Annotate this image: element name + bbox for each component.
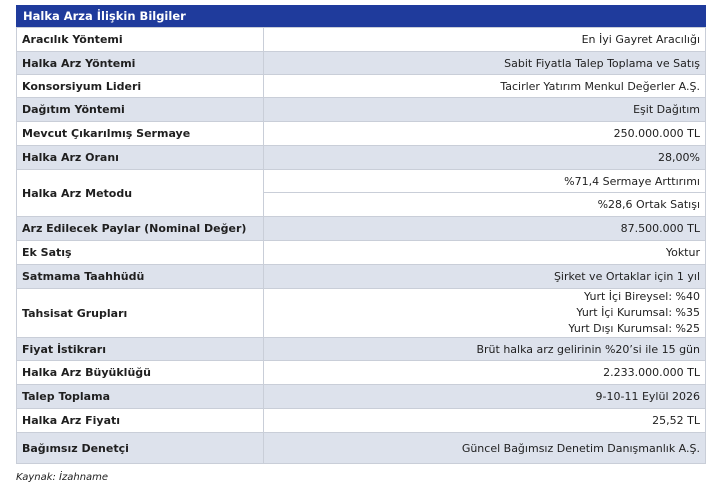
row-label: Halka Arz Büyüklüğü xyxy=(17,361,264,385)
row-value: 87.500.000 TL xyxy=(264,217,706,241)
row-label: Halka Arz Fiyatı xyxy=(17,409,264,433)
row-value: Eşit Dağıtım xyxy=(264,98,706,122)
row-value: Tacirler Yatırım Menkul Değerler A.Ş. xyxy=(264,75,706,98)
row-value-line: Yurt İçi Bireysel: %40 xyxy=(584,290,700,303)
row-label: Halka Arz Metodu xyxy=(17,170,264,217)
row-value: Yoktur xyxy=(264,241,706,265)
table-row xyxy=(17,385,706,409)
ipo-info-table xyxy=(16,27,706,464)
row-label: Aracılık Yöntemi xyxy=(17,28,264,52)
row-label: Konsorsiyum Lideri xyxy=(17,75,264,98)
row-value: Sabit Fiyatla Talep Toplama ve Satış xyxy=(264,52,706,75)
row-value-line: Yurt İçi Kurumsal: %35 xyxy=(576,306,700,319)
row-value: 9-10-11 Eylül 2026 xyxy=(264,385,706,409)
table-row xyxy=(17,98,706,122)
table-row xyxy=(17,52,706,75)
row-value: En İyi Gayret Aracılığı xyxy=(264,28,706,52)
row-label: Ek Satış xyxy=(17,241,264,265)
row-label: Dağıtım Yöntemi xyxy=(17,98,264,122)
table-row xyxy=(17,28,706,52)
row-value: Brüt halka arz gelirinin %20’si ile 15 gün xyxy=(264,338,706,361)
table-row xyxy=(17,289,706,338)
table-row xyxy=(17,122,706,146)
row-value-multiline xyxy=(264,289,706,338)
row-value: 25,52 TL xyxy=(264,409,706,433)
row-label: Talep Toplama xyxy=(17,385,264,409)
source-note: Kaynak: İzahname xyxy=(16,472,109,483)
row-label: Bağımsız Denetçi xyxy=(17,433,264,464)
table-row xyxy=(17,75,706,98)
table-row xyxy=(17,170,706,193)
row-label: Tahsisat Grupları xyxy=(17,289,264,338)
row-value: Güncel Bağımsız Denetim Danışmanlık A.Ş. xyxy=(264,433,706,464)
row-label: Halka Arz Oranı xyxy=(17,146,264,170)
row-label: Mevcut Çıkarılmış Sermaye xyxy=(17,122,264,146)
row-value: 2.233.000.000 TL xyxy=(264,361,706,385)
table-row xyxy=(17,409,706,433)
row-value: Şirket ve Ortaklar için 1 yıl xyxy=(264,265,706,289)
row-value: 28,00% xyxy=(264,146,706,170)
row-value: %28,6 Ortak Satışı xyxy=(264,193,706,217)
row-label: Fiyat İstikrarı xyxy=(17,338,264,361)
table-row xyxy=(17,433,706,464)
row-label: Halka Arz Yöntemi xyxy=(17,52,264,75)
table-row xyxy=(17,265,706,289)
table-row xyxy=(17,217,706,241)
table-row xyxy=(17,361,706,385)
table-row xyxy=(17,241,706,265)
row-value: %71,4 Sermaye Arttırımı xyxy=(264,170,706,193)
row-label: Satmama Taahhüdü xyxy=(17,265,264,289)
ipo-info-panel xyxy=(16,5,706,464)
table-row xyxy=(17,338,706,361)
row-value-line: Yurt Dışı Kurumsal: %25 xyxy=(568,322,700,335)
table-row xyxy=(17,146,706,170)
row-label: Arz Edilecek Paylar (Nominal Değer) xyxy=(17,217,264,241)
table-title: Halka Arza İlişkin Bilgiler xyxy=(16,5,706,27)
row-value: 250.000.000 TL xyxy=(264,122,706,146)
